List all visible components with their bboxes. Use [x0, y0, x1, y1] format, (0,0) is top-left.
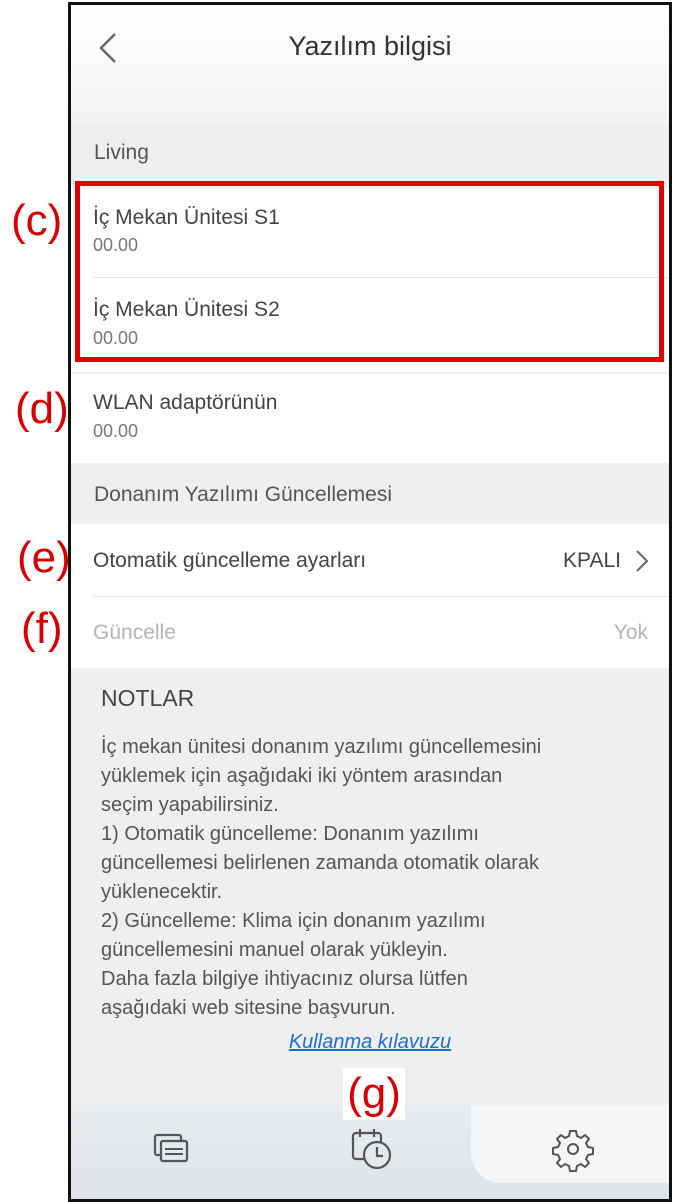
page-title: Yazılım bilgisi	[288, 31, 452, 61]
schedule-clock-icon[interactable]	[347, 1125, 395, 1173]
update-row[interactable]	[71, 597, 669, 668]
callout-e: (e)	[17, 533, 71, 582]
device-list-living	[71, 188, 669, 372]
device-row-wlan	[71, 374, 669, 463]
notes-title: NOTLAR	[101, 685, 195, 711]
header	[71, 5, 669, 123]
divider	[93, 277, 669, 278]
devices-icon[interactable]	[147, 1125, 195, 1173]
gear-icon[interactable]	[549, 1125, 597, 1173]
callout-f: (f)	[21, 604, 63, 653]
phone-screen	[68, 2, 672, 1202]
firmware-update-list	[71, 524, 669, 668]
callout-c: (c)	[11, 196, 63, 245]
auto-update-label: Otomatik güncelleme ayarları	[93, 549, 367, 572]
notes-body: İç mekan ünitesi donanım yazılımı güncellemesini yüklemek için aşağıdaki iki yöntem arasından seçim yapabilirsiniz. 1) Otomatik güncelleme: Donanım yazılımı güncellemesi belirlenen zamanda otomatik olarak yüklenecektir. 2) Güncelleme: Klima için donanım yazılımı güncellemesini manuel olarak yükleyin. Daha fazla bilgiye ihtiyacınız olursa lütfen aşağıdaki web sitesine başvurun.	[101, 736, 542, 1019]
device-name: WLAN adaptörünün	[93, 391, 278, 414]
device-version: 00.00	[93, 421, 139, 441]
callout-g: (g)	[343, 1068, 405, 1120]
update-value: Yok	[613, 621, 648, 644]
user-manual-link[interactable]: Kullanma kılavuzu	[288, 1031, 452, 1053]
callout-d: (d)	[15, 384, 69, 433]
chevron-right-icon	[635, 549, 649, 573]
section-label-living: Living	[94, 141, 149, 164]
update-label: Güncelle	[93, 621, 176, 644]
device-name: İç Mekan Ünitesi S1	[93, 206, 280, 229]
auto-update-value: KPALI	[563, 549, 621, 572]
device-version: 00.00	[93, 235, 139, 255]
device-name: İç Mekan Ünitesi S2	[93, 298, 280, 321]
section-label-firmware-update: Donanım Yazılımı Güncellemesi	[94, 483, 393, 506]
device-version: 00.00	[93, 328, 139, 348]
auto-update-settings-row[interactable]	[71, 524, 669, 596]
